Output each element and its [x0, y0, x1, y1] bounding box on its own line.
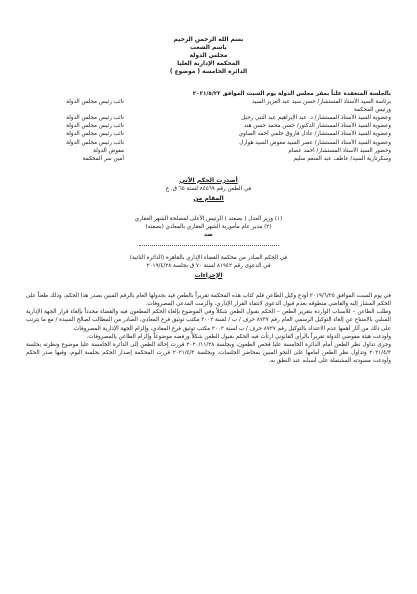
procedures-heading: الإجراءات: [194, 271, 223, 279]
judgment-heading: أصدرت الحكم الآتي: [179, 176, 238, 184]
member-row: [26, 130, 391, 138]
member-name: وسكرتارية السيد/ عاطف عبد المنعم سليم: [293, 155, 391, 162]
member-row: [26, 114, 391, 122]
member-role: نائب رئيس مجلس الدولة: [66, 139, 124, 146]
member-name: وعضوية السيد الأستاذ المستشار/ عادل فاروق حلمي أحمد الصاوي: [238, 131, 391, 138]
session-intro: بالجلسة المنعقدة علناً بمقر مجلس الدولة يوم السبت الموافق ٢٠٢١/٥/٢٢: [192, 91, 391, 97]
member-name: برئاسة السيد الأستاذ المستشار/ حسن سيد عبد العزيز السيد: [252, 99, 391, 106]
member-role: نائب رئيس مجلس الدولة: [66, 99, 124, 106]
member-name: ورئيس المحكمة: [354, 107, 391, 114]
appellant-heading: المقام من: [193, 194, 224, 202]
appealed-judgment-block: [26, 254, 391, 280]
party-item: (١) وزير العدل ( بصفته ) الرئيس الأعلى لمصلحة الشهر العقاري: [134, 215, 283, 222]
dotted-divider: [139, 245, 279, 246]
member-row: [26, 106, 391, 114]
paragraph: وأودعت هيئة مفوضي الدولة تقريراً بالرأي القانوني ارتأت فيه الحكم بقبول الطعن شكلاً ورفضه موضوعاً وإلزام الطاعن بالمصروفات.: [86, 333, 391, 340]
paragraph: وطلب الطاعن – للأسباب الواردة بتقرير الطعن – الحكم بقبول الطعن شكلاً وفي الموضوع بإلغاء الحكم المطعون فيه والقضاء مجدداً بإلغاء قرار الجهة الإدارية السلبي بالامتناع عن إلغاء التوكيل الرسمي العام رقم ٨٧٣٧ حرف / ب / لسنة ٢٠٠٢ مكتب توثيق فرع المعادي، الصادر من المطالب لصالح السيدة / مع ما يترتب على ذلك من آثار أهمها عدم الاعتداد بالتوكيل رقم ٨٧٣٧ حرف / ب لسنة ٢٠٠٢ مكتب توثيق فرع المعادي، وإلزام الجهة الإدارية المصروفات.: [26, 309, 391, 332]
member-row: [26, 98, 391, 106]
member-role: نائب رئيس مجلس الدولة: [66, 123, 124, 130]
member-row: [26, 139, 391, 147]
judgment-title-block: [26, 177, 391, 203]
against-label: ضد: [204, 231, 213, 238]
case-number: في الطعن رقم ٨٤٥٦٩ لسنة ٦٥ ق. ع: [165, 185, 252, 192]
member-row: [26, 147, 391, 155]
session-block: [26, 90, 391, 163]
member-name: وعضوية السيد الأستاذ المستشار/ عصر السيد معوض السيد هوارل: [239, 139, 391, 146]
court-heading: المحكمة الإدارية العليا: [177, 61, 240, 67]
parties-block: [26, 215, 391, 246]
document-header: [26, 36, 391, 76]
member-name: وعضوية السيد الأستاذ المستشار الدكتور/ حسن محمد حسن هند: [243, 123, 391, 130]
member-row: [26, 155, 391, 163]
council-heading: مجلس الدولة: [189, 53, 228, 59]
member-row: [26, 122, 391, 130]
member-role: نائب رئيس مجلس الدولة: [66, 131, 124, 138]
member-role: مفوض الدولة: [93, 147, 124, 154]
paragraph: وجرى تداول نظر الطعن أمام الدائرة الخامسة عليا فحص الطعون، وبجلسة ٢٠٢٠/١١/٢٨ قررت إحالة الطعن إلى الدائرة الخامسة عليا موضوع ونظرته بجلسة ٢٠٢١/٤/٣ وتداول نظر الطعن أمامها على النحو المبين بمحاضر الجلسات، وبجلسة ٢٠٢١/٤/٣ قررت المحكمة إصدار الحكم بجلسة اليوم، وفيها صدر الحكم وأودعت مسودته المشتملة على أسبابه عند النطق به.: [26, 342, 391, 365]
party-item: (٢) مدير عام مأمورية الشهر العقاري بالمعادي (بصفته): [145, 223, 272, 230]
member-name: وعضوية السيد الأستاذ المستشار/ د. عبد الإبراهيم عبد النبي رحيل: [241, 115, 391, 122]
appealed-judgment-line: في الدعوى رقم ٨١٩٤٢ لسنة ٧٠ ق بجلسة ٢٠١٩/٤/٢٨: [146, 262, 271, 269]
member-role: نائب رئيس مجلس الدولة: [66, 115, 124, 122]
circuit-heading: الدائرة الخامسة ( موضوع ): [169, 69, 248, 75]
appealed-judgment-line: في الحكم الصادر من محكمة القضاء الإداري بالقاهرة (الدائرة الثانية): [129, 254, 288, 261]
people-heading: باسم الشعب: [190, 45, 227, 51]
member-role: أمين سر المحكمة: [82, 155, 124, 162]
paragraph: في يوم السبت الموافق ٢٠١٩/٦/٢٥ أودع وكيل الطاعن قلم كتاب هذه المحكمة تقريراً بالطعن قيد بجدولها العام بالرقم المبين بصدر هذا الحكم، وذلك طعناً على الحكم المشار إليه والقاضي منطوقه بعدم قبول الدعوى لانتفاء القرار الإداري، وألزمت المدعي المصروفات.: [26, 292, 391, 308]
procedures-text: [26, 292, 391, 366]
member-name: وحضور السيد الأستاذ المستشار/ أحمد عصام: [288, 147, 391, 154]
basmala: بسم الله الرحمن الرحيم: [173, 37, 244, 43]
